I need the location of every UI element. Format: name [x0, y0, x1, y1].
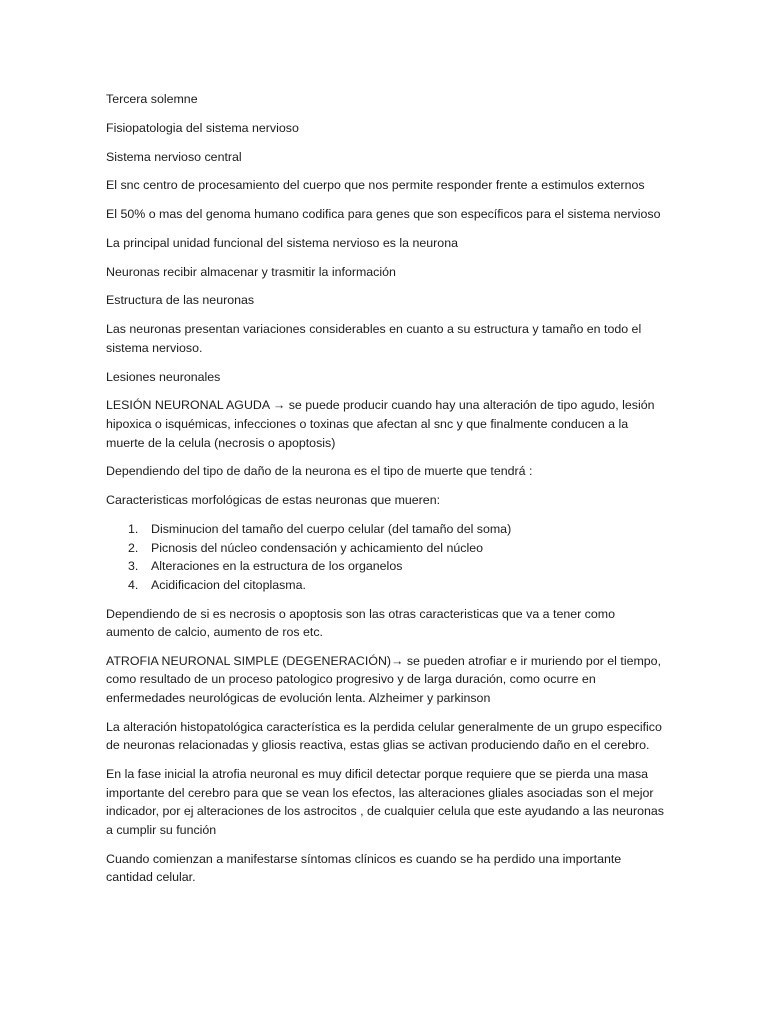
list-number: 2. — [128, 540, 139, 555]
doc-subtitle: Fisiopatologia del sistema nervioso — [106, 120, 299, 135]
list-item-text: Disminucion del tamaño del cuerpo celular (del tamaño del soma) — [151, 521, 512, 536]
list-number: 4. — [128, 577, 139, 592]
paragraph: Neuronas recibir almacenar y trasmitir la información — [106, 264, 396, 279]
paragraph: LESIÓN NEURONAL AGUDA → se puede producir cuando hay una alteración de tipo agudo, lesión hipoxica o isquémicas, infecciones o toxinas que afectan al snc y que finalmente conducen a la muerte de la celula (necrosis o apoptosis) — [106, 398, 655, 450]
paragraph: Las neuronas presentan variaciones considerables en cuanto a su estructura y tamaño en todo el sistema nervioso. — [106, 322, 642, 355]
paragraph: El 50% o mas del genoma humano codifica para genes que son específicos para el sistema nervioso — [106, 207, 661, 222]
paragraph: Dependiendo del tipo de daño de la neurona es el tipo de muerte que tendrá : — [106, 464, 533, 479]
list-item — [106, 576, 666, 595]
section-heading: Sistema nervioso central — [106, 149, 242, 164]
paragraph: Caracteristicas morfológicas de estas neuronas que mueren: — [106, 493, 441, 508]
section-heading: Estructura de las neuronas — [106, 293, 255, 308]
list-item — [106, 557, 666, 576]
list-item-text: Picnosis del núcleo condensación y achicamiento del núcleo — [151, 540, 484, 555]
list-item-text: Alteraciones en la estructura de los organelos — [151, 559, 403, 574]
list-item — [106, 520, 666, 539]
paragraph: Dependiendo de si es necrosis o apoptosis son las otras caracteristicas que va a tener como aumento de calcio, aumento de ros etc. — [106, 606, 615, 640]
document-body — [106, 90, 666, 897]
list-number: 3. — [128, 559, 139, 574]
numbered-list — [106, 520, 666, 594]
paragraph: Cuando comienzan a manifestarse síntomas clínicos es cuando se ha perdido una importante cantidad celular. — [106, 851, 622, 885]
paragraph: En la fase inicial la atrofia neuronal es muy dificil detectar porque requiere que se pierda una masa importante del cerebro para que se vean los efectos, las alteraciones gliales asociadas son el mejor indicador, por ej alteraciones de los astrocitos , de cualquier celula que este ayudando a las neuronas a cumplir su función — [106, 767, 664, 837]
paragraph: La alteración histopatológica característica es la perdida celular generalmente de un grupo especifico de neuronas relacionadas y gliosis reactiva, estas glias se activan produciendo daño en el cerebro. — [106, 719, 662, 753]
list-number: 1. — [128, 521, 139, 536]
list-item-text: Acidificacion del citoplasma. — [151, 577, 306, 592]
section-heading: Lesiones neuronales — [106, 369, 221, 384]
paragraph: ATROFIA NEURONAL SIMPLE (DEGENERACIÓN)→ se pueden atrofiar e ir muriendo por el tiempo, como resultado de un proceso patologico progresivo y de larga duración, como ocurre en enfermedades neurológicas de evolución lenta. Alzheimer y parkinson — [106, 653, 662, 706]
paragraph: La principal unidad funcional del sistema nervioso es la neurona — [106, 235, 458, 250]
list-item — [106, 539, 666, 558]
doc-title: Tercera solemne — [106, 92, 198, 106]
paragraph: El snc centro de procesamiento del cuerpo que nos permite responder frente a estimulos externos — [106, 178, 645, 193]
